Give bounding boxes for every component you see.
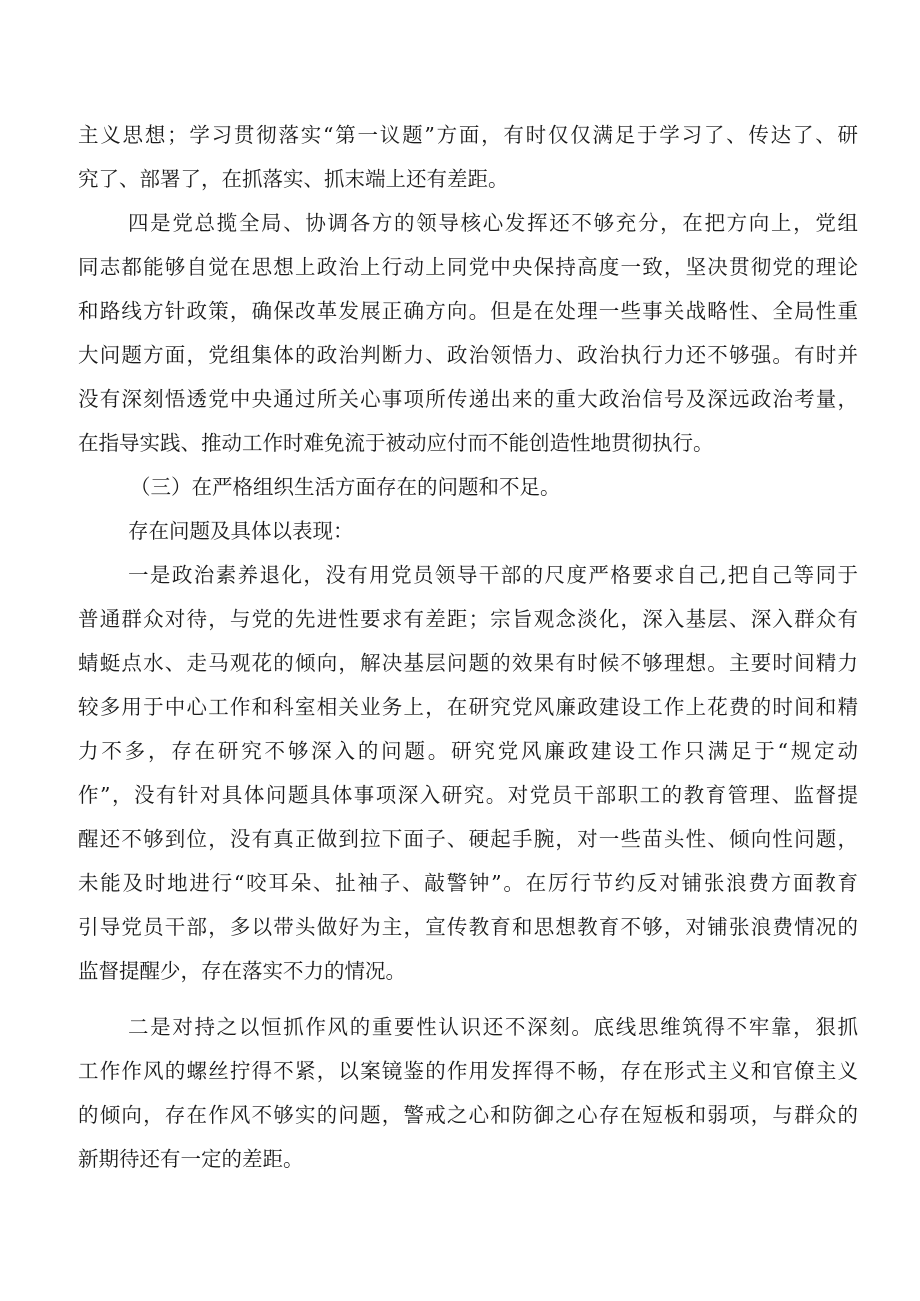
paragraph-line: 未能及时地进行“咬耳朵、扯袖子、敲警钟”。在厉行节约反对铺张浪费方面教育 bbox=[78, 871, 858, 895]
paragraph-line: 作”，没有针对具体问题具体事项深入研究。对党员干部职工的教育管理、监督提 bbox=[78, 783, 858, 807]
paragraph-line: 新期待还有一定的差距。 bbox=[78, 1147, 304, 1171]
paragraph-line: 没有深刻悟透党中央通过所关心事项所传递出来的重大政治信号及深远政治考量， bbox=[78, 387, 858, 411]
paragraph-line: 和路线方针政策，确保改革发展正确方向。但是在处理一些事关战略性、全局性重 bbox=[78, 299, 858, 323]
paragraph-line: 二是对持之以恒抓作风的重要性认识还不深刻。底线思维筑得不牢靠，狠抓 bbox=[128, 1015, 858, 1039]
paragraph-line: 同志都能够自觉在思想上政治上行动上同党中央保持高度一致，坚决贯彻党的理论 bbox=[78, 255, 858, 279]
paragraph-line: 究了、部署了，在抓落实、抓末端上还有差距。 bbox=[78, 167, 509, 191]
paragraph-line: 在指导实践、推动工作时难免流于被动应付而不能创造性地贯彻执行。 bbox=[78, 431, 714, 455]
paragraph-line: 醒还不够到位，没有真正做到拉下面子、硬起手腕，对一些苗头性、倾向性问题， bbox=[78, 827, 858, 851]
paragraph-line: 存在问题及具体以表现： bbox=[128, 519, 354, 543]
paragraph-line: 大问题方面，党组集体的政治判断力、政治领悟力、政治执行力还不够强。有时并 bbox=[78, 343, 858, 367]
paragraph-line: 工作作风的螺丝拧得不紧，以案镜鉴的作用发挥得不畅，存在形式主义和官僚主义 bbox=[78, 1059, 858, 1083]
paragraph-line: 普通群众对待，与党的先进性要求有差距；宗旨观念淡化，深入基层、深入群众有 bbox=[78, 607, 858, 631]
paragraph-line: 蜻蜓点水、走马观花的倾向，解决基层问题的效果有时候不够理想。主要时间精力 bbox=[78, 651, 858, 675]
paragraph-line: 四是党总揽全局、协调各方的领导核心发挥还不够充分，在把方向上，党组 bbox=[128, 211, 858, 235]
paragraph-line: 力不多，存在研究不够深入的问题。研究党风廉政建设工作只满足于“规定动 bbox=[78, 739, 858, 763]
paragraph-line: 一是政治素养退化，没有用党员领导干部的尺度严格要求自己,把自己等同于 bbox=[128, 563, 858, 587]
section-heading: （三）在严格组织生活方面存在的问题和不足。 bbox=[130, 475, 561, 499]
paragraph-line: 的倾向，存在作风不够实的问题，警戒之心和防御之心存在短板和弱项，与群众的 bbox=[78, 1103, 858, 1127]
paragraph-line: 监督提醒少，存在落实不力的情况。 bbox=[78, 959, 406, 983]
paragraph-line: 较多用于中心工作和科室相关业务上，在研究党风廉政建设工作上花费的时间和精 bbox=[78, 695, 858, 719]
paragraph-line: 引导党员干部，多以带头做好为主，宣传教育和思想教育不够，对铺张浪费情况的 bbox=[78, 915, 858, 939]
paragraph-line: 主义思想；学习贯彻落实“第一议题”方面，有时仅仅满足于学习了、传达了、研 bbox=[78, 123, 858, 147]
